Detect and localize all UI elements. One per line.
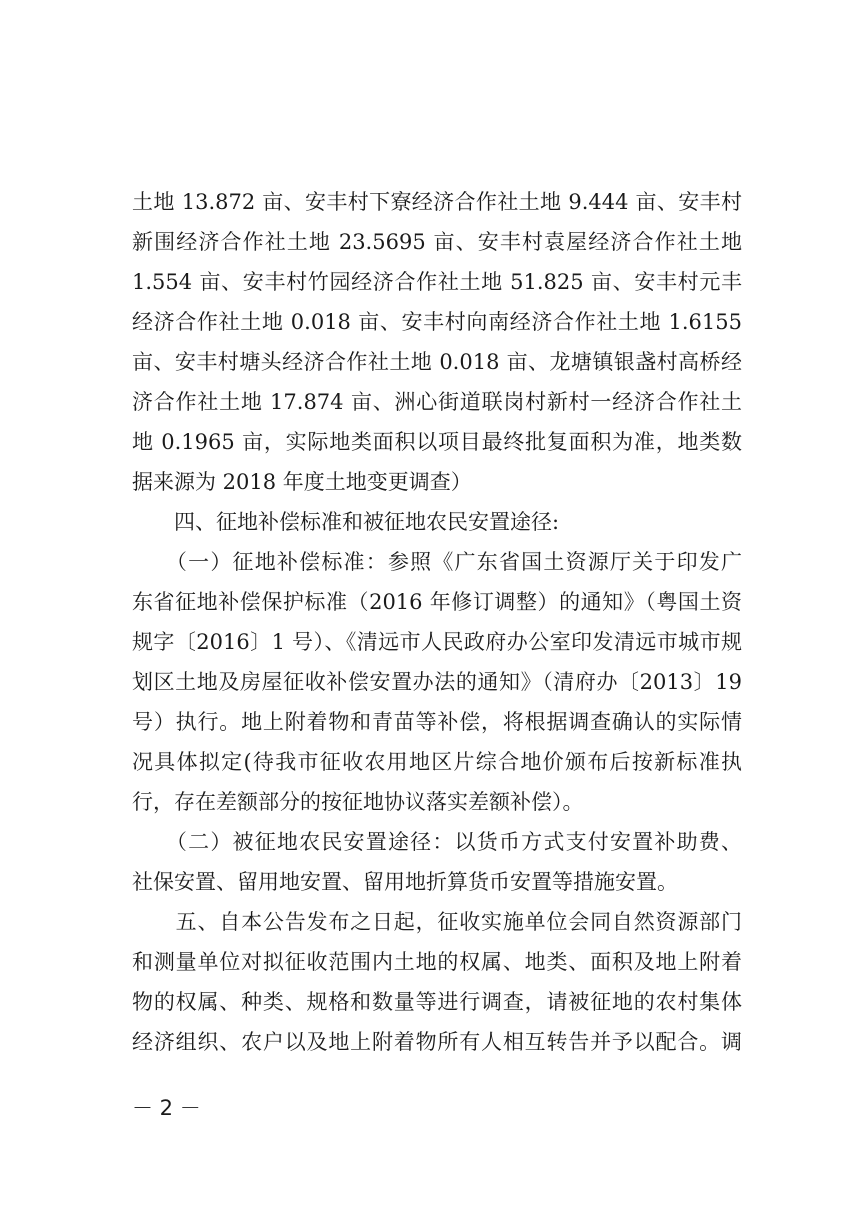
text-line: 1.554 亩、安丰村竹园经济合作社土地 51.825 亩、安丰村元丰	[132, 270, 742, 294]
text-line: 五、自本公告发布之日起，征收实施单位会同自然资源部门	[132, 910, 742, 934]
text-line: 规字〔2016〕1 号）、《清远市人民政府办公室印发清远市城市规	[132, 630, 742, 654]
text-line: 行，存在差额部分的按征地协议落实差额补偿）。	[132, 790, 584, 814]
text-line: （一）征地补偿标准：参照《广东省国土资源厅关于印发广	[132, 550, 742, 574]
text-line: 地 0.1965 亩，实际地类面积以项目最终批复面积为准，地类数	[132, 430, 742, 454]
text-line: 经济组织、农户以及地上附着物所有人相互转告并予以配合。调	[132, 1030, 742, 1054]
text-line: 土地 13.872 亩、安丰村下寮经济合作社土地 9.444 亩、安丰村	[132, 190, 742, 214]
text-line: 号）执行。地上附着物和青苗等补偿，将根据调查确认的实际情	[132, 710, 742, 734]
text-line: 东省征地补偿保护标准（2016 年修订调整）的通知》（粤国土资	[132, 590, 742, 614]
page-number: － 2 －	[132, 1096, 201, 1120]
text-line: 新围经济合作社土地 23.5695 亩、安丰村袁屋经济合作社土地	[132, 230, 742, 254]
text-line: 亩、安丰村塘头经济合作社土地 0.018 亩、龙塘镇银盏村高桥经	[132, 350, 742, 374]
text-line: 据来源为 2018 年度土地变更调查）	[132, 470, 472, 494]
section-heading: 四、征地补偿标准和被征地农民安置途径:	[132, 510, 560, 534]
text-line: （二）被征地农民安置途径：以货币方式支付安置补助费、	[132, 830, 742, 854]
text-line: 经济合作社土地 0.018 亩、安丰村向南经济合作社土地 1.6155	[132, 310, 742, 334]
text-line: 划区土地及房屋征收补偿安置办法的通知》（清府办〔2013〕19	[132, 670, 742, 694]
text-line: 物的权属、种类、规格和数量等进行调查，请被征地的农村集体	[132, 990, 742, 1014]
text-line: 济合作社土地 17.874 亩、洲心街道联岗村新村一经济合作社土	[132, 390, 742, 414]
text-line: 和测量单位对拟征收范围内土地的权属、地类、面积及地上附着	[132, 950, 742, 974]
text-line: 况具体拟定(待我市征收农用地区片综合地价颁布后按新标准执	[132, 750, 742, 774]
text-line: 社保安置、留用地安置、留用地折算货币安置等措施安置。	[132, 870, 678, 894]
